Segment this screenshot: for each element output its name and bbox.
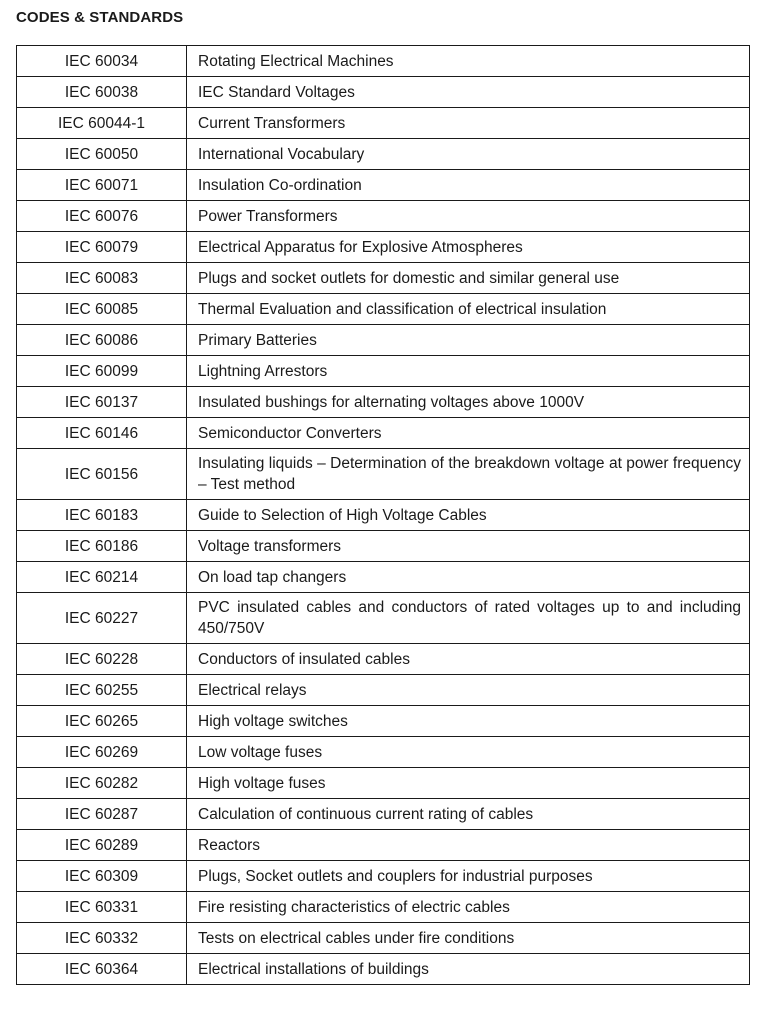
standard-code: IEC 60038 [17, 77, 187, 108]
standard-code: IEC 60183 [17, 500, 187, 531]
standard-description: Voltage transformers [187, 531, 750, 562]
standard-code: IEC 60099 [17, 356, 187, 387]
standard-code: IEC 60146 [17, 418, 187, 449]
standard-code: IEC 60289 [17, 830, 187, 861]
table-row [17, 449, 750, 500]
standard-code: IEC 60287 [17, 799, 187, 830]
table-row [17, 139, 750, 170]
standard-description: PVC insulated cables and conductors of rated voltages up to and including 450/750V [187, 593, 750, 644]
standard-description: Power Transformers [187, 201, 750, 232]
standard-description: Electrical Apparatus for Explosive Atmospheres [187, 232, 750, 263]
standard-code: IEC 60085 [17, 294, 187, 325]
standard-code: IEC 60076 [17, 201, 187, 232]
standard-description: Electrical installations of buildings [187, 954, 750, 985]
table-row [17, 201, 750, 232]
table-row [17, 77, 750, 108]
standard-code: IEC 60331 [17, 892, 187, 923]
standard-code: IEC 60309 [17, 861, 187, 892]
standard-code: IEC 60269 [17, 737, 187, 768]
standard-code: IEC 60282 [17, 768, 187, 799]
standard-code: IEC 60137 [17, 387, 187, 418]
table-row [17, 830, 750, 861]
standard-code: IEC 60044-1 [17, 108, 187, 139]
table-row [17, 562, 750, 593]
table-row [17, 923, 750, 954]
table-row [17, 356, 750, 387]
standard-description: Guide to Selection of High Voltage Cables [187, 500, 750, 531]
table-row [17, 418, 750, 449]
standard-code: IEC 60332 [17, 923, 187, 954]
table-row [17, 531, 750, 562]
standard-code: IEC 60156 [17, 449, 187, 500]
table-row [17, 954, 750, 985]
standard-code: IEC 60083 [17, 263, 187, 294]
standard-code: IEC 60214 [17, 562, 187, 593]
standard-code: IEC 60034 [17, 46, 187, 77]
table-row [17, 108, 750, 139]
standard-description: Plugs, Socket outlets and couplers for industrial purposes [187, 861, 750, 892]
standard-description: Insulation Co-ordination [187, 170, 750, 201]
standard-code: IEC 60265 [17, 706, 187, 737]
standard-description: Insulating liquids – Determination of the breakdown voltage at power frequency – Test method [187, 449, 750, 500]
standard-code: IEC 60227 [17, 593, 187, 644]
standard-description: International Vocabulary [187, 139, 750, 170]
table-row [17, 46, 750, 77]
page-title: CODES & STANDARDS [16, 9, 184, 26]
table-row [17, 799, 750, 830]
table-row [17, 737, 750, 768]
standard-code: IEC 60071 [17, 170, 187, 201]
table-row [17, 892, 750, 923]
standard-description: Thermal Evaluation and classification of electrical insulation [187, 294, 750, 325]
standard-description: Low voltage fuses [187, 737, 750, 768]
standard-description: Electrical relays [187, 675, 750, 706]
standard-code: IEC 60079 [17, 232, 187, 263]
standard-code: IEC 60086 [17, 325, 187, 356]
table-row [17, 387, 750, 418]
table-row [17, 768, 750, 799]
standard-description: High voltage switches [187, 706, 750, 737]
standard-description: Calculation of continuous current rating of cables [187, 799, 750, 830]
standard-code: IEC 60050 [17, 139, 187, 170]
standard-description: Plugs and socket outlets for domestic and similar general use [187, 263, 750, 294]
standard-code: IEC 60186 [17, 531, 187, 562]
standard-description: Fire resisting characteristics of electric cables [187, 892, 750, 923]
standard-code: IEC 60364 [17, 954, 187, 985]
standard-description: Lightning Arrestors [187, 356, 750, 387]
table-row [17, 294, 750, 325]
standard-description: IEC Standard Voltages [187, 77, 750, 108]
standard-description: Conductors of insulated cables [187, 644, 750, 675]
standard-description: Current Transformers [187, 108, 750, 139]
standard-code: IEC 60228 [17, 644, 187, 675]
table-row [17, 675, 750, 706]
table-row [17, 232, 750, 263]
standard-description: Rotating Electrical Machines [187, 46, 750, 77]
standard-code: IEC 60255 [17, 675, 187, 706]
table-row [17, 593, 750, 644]
table-row [17, 170, 750, 201]
standard-description: Insulated bushings for alternating voltages above 1000V [187, 387, 750, 418]
table-row [17, 325, 750, 356]
standard-description: Tests on electrical cables under fire conditions [187, 923, 750, 954]
standard-description: High voltage fuses [187, 768, 750, 799]
standard-description: On load tap changers [187, 562, 750, 593]
table-row [17, 861, 750, 892]
standard-description: Primary Batteries [187, 325, 750, 356]
standard-description: Reactors [187, 830, 750, 861]
table-row [17, 644, 750, 675]
table-row [17, 500, 750, 531]
table-row [17, 263, 750, 294]
standard-description: Semiconductor Converters [187, 418, 750, 449]
standards-table [16, 45, 750, 985]
table-row [17, 706, 750, 737]
